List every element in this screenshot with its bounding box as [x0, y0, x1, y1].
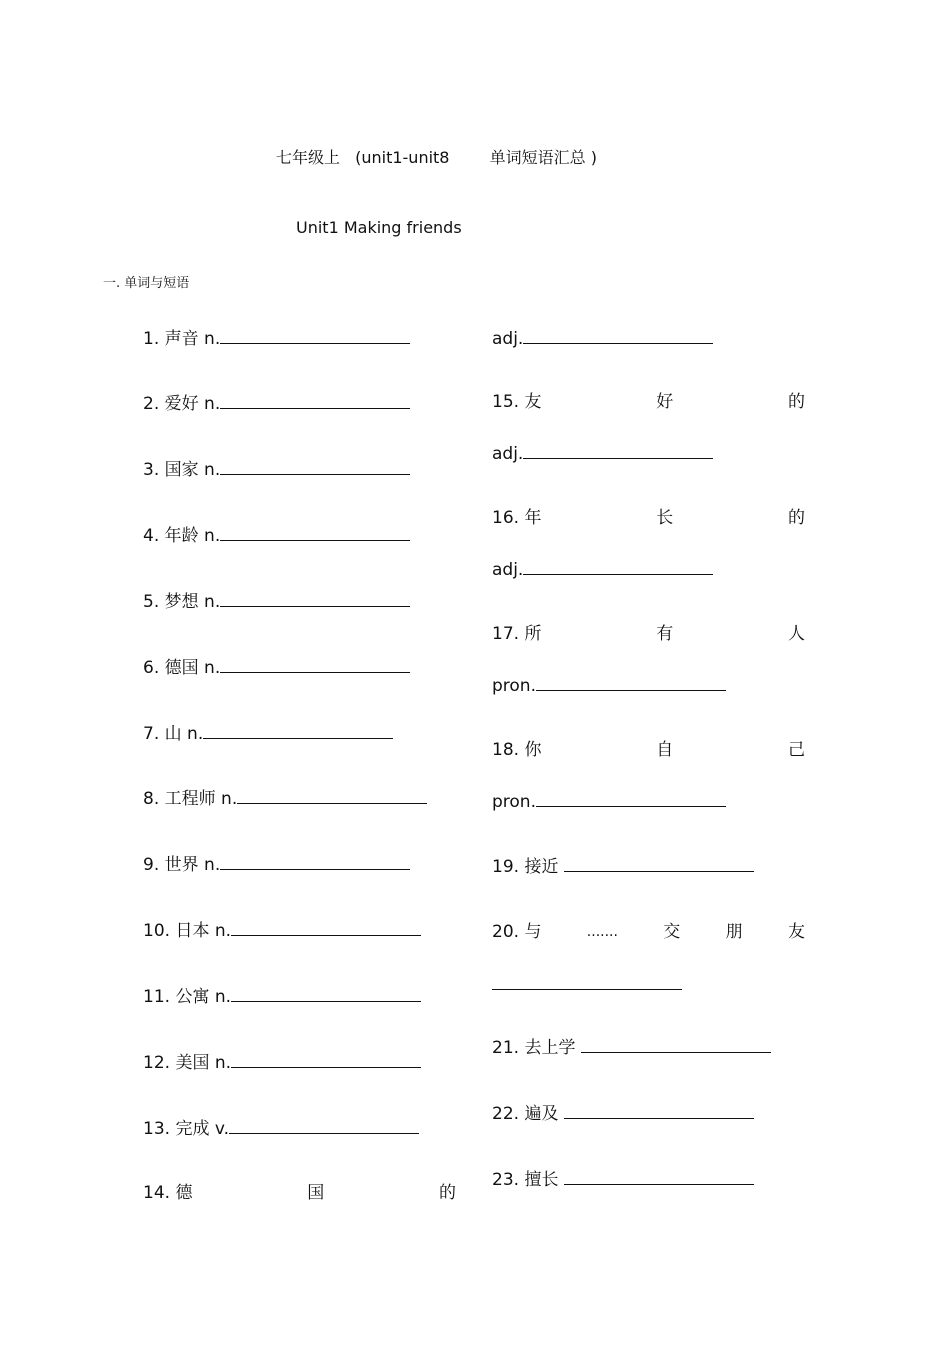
unit-heading: Unit1 Making friends: [296, 218, 462, 237]
answer-blank[interactable]: [523, 327, 713, 344]
vocab-item-23: 23. 擅长: [492, 1168, 754, 1191]
vocab-item-6: 6. 德国 n.: [143, 656, 410, 679]
answer-blank[interactable]: [523, 558, 713, 575]
answer-blank[interactable]: [231, 919, 421, 936]
vocab-item-2: 2. 爱好 n.: [143, 392, 410, 415]
vocab-item-5: 5. 梦想 n.: [143, 590, 410, 613]
title-summary: 单词短语汇总 ): [489, 148, 598, 167]
vocab-item-18-answer: pron.: [492, 790, 726, 813]
vocab-item-13: 13. 完成 v.: [143, 1117, 419, 1140]
answer-blank[interactable]: [220, 524, 410, 541]
vocab-item-17-answer: pron.: [492, 674, 726, 697]
vocab-item-11: 11. 公寓 n.: [143, 985, 421, 1008]
answer-blank[interactable]: [203, 722, 393, 739]
vocab-item-9: 9. 世界 n.: [143, 853, 410, 876]
answer-blank[interactable]: [231, 1051, 421, 1068]
answer-blank[interactable]: [536, 674, 726, 691]
vocab-item-3: 3. 国家 n.: [143, 458, 410, 481]
vocab-item-15: 15. 友 好 的: [492, 392, 805, 412]
answer-blank[interactable]: [220, 590, 410, 607]
answer-blank[interactable]: [220, 458, 410, 475]
answer-blank[interactable]: [220, 853, 410, 870]
answer-blank[interactable]: [536, 790, 726, 807]
section-heading: 一. 单词与短语: [103, 276, 190, 291]
vocab-item-17: 17. 所 有 人: [492, 624, 805, 644]
vocab-item-1: 1. 声音 n.: [143, 327, 410, 350]
answer-blank[interactable]: [564, 1102, 754, 1119]
vocab-item-21: 21. 去上学: [492, 1036, 771, 1059]
vocab-item-15-answer: adj.: [492, 442, 713, 465]
answer-blank[interactable]: [564, 1168, 754, 1185]
vocab-item-19: 19. 接近: [492, 855, 754, 878]
answer-blank[interactable]: [231, 985, 421, 1002]
answer-blank[interactable]: [492, 973, 682, 990]
answer-blank[interactable]: [220, 327, 410, 344]
vocab-item-12: 12. 美国 n.: [143, 1051, 421, 1074]
vocab-item-18: 18. 你 自 己: [492, 740, 805, 760]
vocab-item-10: 10. 日本 n.: [143, 919, 421, 942]
vocab-item-16: 16. 年 长 的: [492, 508, 805, 528]
answer-blank[interactable]: [220, 392, 410, 409]
answer-blank[interactable]: [220, 656, 410, 673]
vocab-item-14: 14. 德 国 的: [143, 1183, 456, 1203]
vocab-item-20-answer: [492, 973, 682, 996]
document-title: [276, 145, 597, 168]
answer-blank[interactable]: [237, 787, 427, 804]
answer-blank[interactable]: [523, 442, 713, 459]
vocab-item-8: 8. 工程师 n.: [143, 787, 427, 810]
title-grade: 七年级上: [276, 148, 341, 167]
answer-blank[interactable]: [581, 1036, 771, 1053]
vocab-item-20: 20. 与 ....... 交 朋 友: [492, 922, 805, 942]
vocab-item-22: 22. 遍及: [492, 1102, 754, 1125]
vocab-item-16-answer: adj.: [492, 558, 713, 581]
answer-blank[interactable]: [229, 1117, 419, 1134]
answer-blank[interactable]: [564, 855, 754, 872]
vocab-item-7: 7. 山 n.: [143, 722, 393, 745]
title-range: (unit1-unit8: [355, 148, 450, 167]
vocab-item-4: 4. 年龄 n.: [143, 524, 410, 547]
vocab-item-14-continuation: adj.: [492, 327, 713, 350]
